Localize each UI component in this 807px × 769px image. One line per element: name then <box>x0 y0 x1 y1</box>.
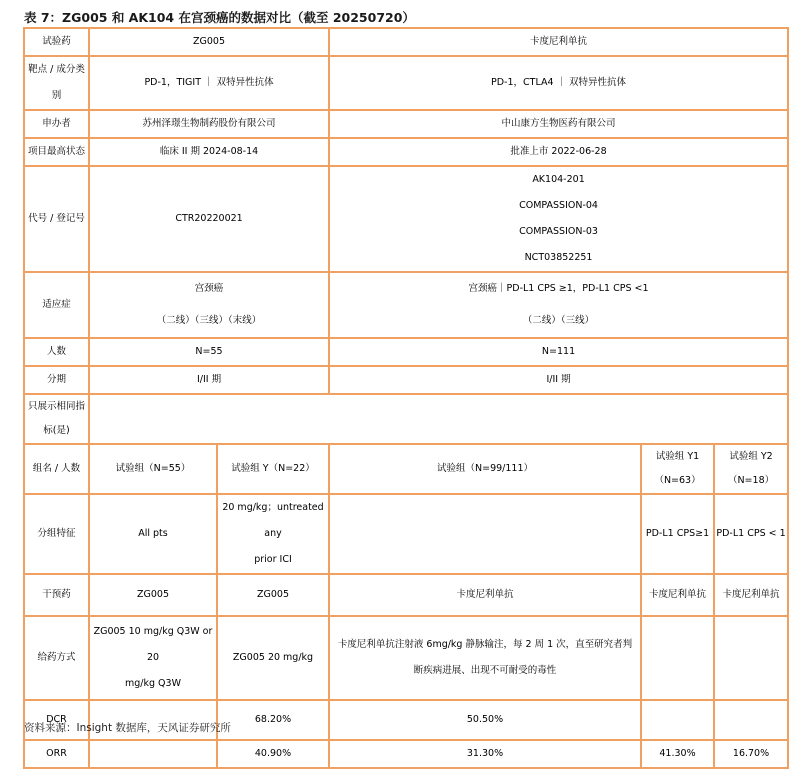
ak104-target: PD-1，CTLA4 ｜ 双特异性抗体 <box>329 56 788 110</box>
g5-name-line2: （N=18） <box>727 475 775 486</box>
zg005-target: PD-1，TIGIT ｜ 双特异性抗体 <box>89 56 329 110</box>
row-orr <box>24 740 788 768</box>
show-only-empty <box>89 394 788 444</box>
row-dosing <box>24 616 788 700</box>
row-intervention <box>24 574 788 616</box>
label-n: 人数 <box>24 338 89 366</box>
label-show-only-line1: 只展示相同指 <box>27 401 85 412</box>
row-sponsor <box>24 110 788 138</box>
ak104-code-2: COMPASSION-04 <box>519 200 598 211</box>
label-dosing: 给药方式 <box>24 616 89 700</box>
label-indication: 适应症 <box>24 272 89 338</box>
g4-name-line1: 试验组 Y1 <box>655 451 700 462</box>
g5-feature: PD-L1 CPS < 1 <box>714 494 788 574</box>
zg005-indication-lines: （二线）（三线）（末线） <box>156 315 262 326</box>
label-intervention: 干预药 <box>24 574 89 616</box>
g5-dosing <box>714 616 788 700</box>
row-n <box>24 338 788 366</box>
row-group-feature <box>24 494 788 574</box>
comparison-table <box>23 27 789 769</box>
ak104-status: 批准上市 2022-06-28 <box>329 138 788 166</box>
g1-feature: All pts <box>89 494 217 574</box>
g1-dosing-line2: mg/kg Q3W <box>125 678 181 689</box>
label-drug: 试验药 <box>24 28 89 56</box>
g3-orr: 31.30% <box>329 740 641 768</box>
label-target <box>24 56 89 110</box>
g2-feature <box>217 494 329 574</box>
g4-dosing <box>641 616 714 700</box>
table-title: 表 7：ZG005 和 AK104 在宫颈癌的数据对比（截至 20250720） <box>24 10 415 25</box>
g5-dcr <box>714 700 788 740</box>
ak104-indication <box>329 272 788 338</box>
label-phase: 分期 <box>24 366 89 394</box>
g1-drug: ZG005 <box>89 574 217 616</box>
row-target <box>24 56 788 110</box>
g3-feature <box>329 494 641 574</box>
row-group <box>24 444 788 494</box>
row-drug <box>24 28 788 56</box>
ak104-code-4: NCT03852251 <box>524 252 593 263</box>
ak104-codes <box>329 166 788 272</box>
g2-drug: ZG005 <box>217 574 329 616</box>
ak104-sponsor: 中山康方生物医药有限公司 <box>329 110 788 138</box>
ak104-code-1: AK104-201 <box>532 174 585 185</box>
label-target-line1: 靶点 / 成分类 <box>28 64 85 75</box>
g5-name <box>714 444 788 494</box>
g2-dcr: 68.20% <box>217 700 329 740</box>
g1-dosing-line1: ZG005 10 mg/kg Q3W or 20 <box>93 626 213 663</box>
label-dcr: DCR <box>24 700 89 740</box>
zg005-drug: ZG005 <box>89 28 329 56</box>
label-show-only <box>24 394 89 444</box>
g3-dosing <box>329 616 641 700</box>
g4-drug: 卡度尼利单抗 <box>641 574 714 616</box>
g5-name-line1: 试验组 Y2 <box>729 451 773 462</box>
zg005-indication-main: 宫颈癌 <box>194 283 224 294</box>
row-show-only <box>24 394 788 444</box>
label-code: 代号 / 登记号 <box>24 166 89 272</box>
g5-orr: 16.70% <box>714 740 788 768</box>
g4-orr: 41.30% <box>641 740 714 768</box>
g4-feature: PD-L1 CPS≥1 <box>641 494 714 574</box>
g2-dosing: ZG005 20 mg/kg <box>217 616 329 700</box>
row-indication <box>24 272 788 338</box>
label-show-only-line2: 标(是) <box>43 425 70 436</box>
g1-dosing <box>89 616 217 700</box>
label-status: 项目最高状态 <box>24 138 89 166</box>
ak104-n: N=111 <box>329 338 788 366</box>
zg005-n: N=55 <box>89 338 329 366</box>
ak104-drug: 卡度尼利单抗 <box>329 28 788 56</box>
row-phase <box>24 366 788 394</box>
g2-feature-line2: prior ICI <box>254 554 292 565</box>
ak104-phase: I/II 期 <box>329 366 788 394</box>
g4-name <box>641 444 714 494</box>
g4-name-line2: （N=63） <box>654 475 701 486</box>
g4-dcr <box>641 700 714 740</box>
zg005-code: CTR20220021 <box>89 166 329 272</box>
g2-feature-line1: 20 mg/kg；untreated any <box>222 502 324 539</box>
label-orr: ORR <box>24 740 89 768</box>
g3-name: 试验组（N=99/111） <box>329 444 641 494</box>
zg005-indication <box>89 272 329 338</box>
g1-name: 试验组（N=55） <box>89 444 217 494</box>
ak104-indication-main: 宫颈癌｜PD-L1 CPS ≥1，PD-L1 CPS <1 <box>468 283 649 294</box>
row-code <box>24 166 788 272</box>
zg005-sponsor: 苏州泽璟生物制药股份有限公司 <box>89 110 329 138</box>
g2-name: 试验组 Y（N=22） <box>217 444 329 494</box>
g3-drug: 卡度尼利单抗 <box>329 574 641 616</box>
ak104-indication-lines: （二线）（三线） <box>522 315 595 326</box>
source-note: 资料来源：Insight 数据库，天风证券研究所 <box>24 722 231 734</box>
label-target-line2: 别 <box>51 90 62 101</box>
g1-orr <box>89 740 217 768</box>
g3-dosing-line1: 卡度尼利单抗注射液 6mg/kg 静脉输注，每 2 周 1 次，直至研究者判 <box>337 639 633 650</box>
g5-drug: 卡度尼利单抗 <box>714 574 788 616</box>
g3-dosing-line2: 断疾病进展、出现不可耐受的毒性 <box>413 665 557 676</box>
g3-dcr: 50.50% <box>329 700 641 740</box>
zg005-phase: I/II 期 <box>89 366 329 394</box>
ak104-code-3: COMPASSION-03 <box>519 226 598 237</box>
zg005-status: 临床 II 期 2024-08-14 <box>89 138 329 166</box>
row-status <box>24 138 788 166</box>
label-sponsor: 申办者 <box>24 110 89 138</box>
label-group-feature: 分组特征 <box>24 494 89 574</box>
label-group: 组名 / 人数 <box>24 444 89 494</box>
g2-orr: 40.90% <box>217 740 329 768</box>
